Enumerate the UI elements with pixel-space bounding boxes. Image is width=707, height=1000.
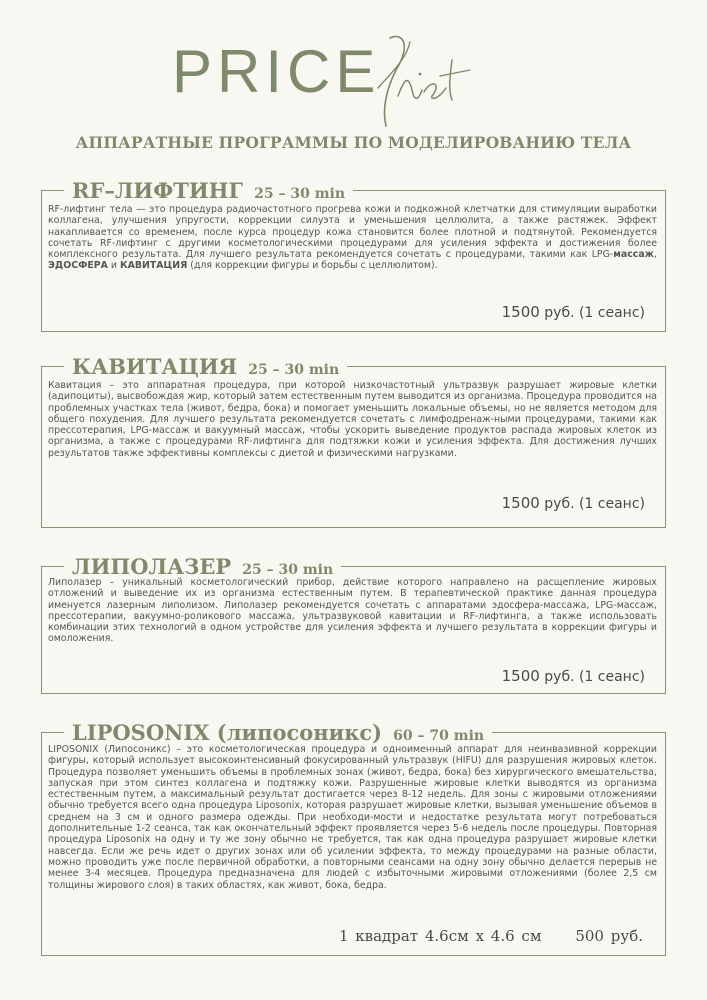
- price-amount: 500: [575, 927, 604, 945]
- service-description: LIPOSONIX (Липосоникс) – это косметологическая процедура и одноименный аппарат для неинвазивной коррекции фигуры, который использует высокоинтенсивный фокусированный ультразвук (HIFU) для разрушения жировых клеток. Процедура позволяет уменьшить объемы в проблемных зонах (живот, бедра, бока) без хирургического вмешательства, запуская при этом синтез коллагена и подтяжку кожи. Разрушенные жировые клетки выводятся из организма естественным путем, а максимальный результат достигается через 8-12 недель. Для зоны с жировыми отложениями обычно требуется всего одна процедура Liposonix, которая разрушает жировые клетки, вызывая уменьшение объемов в среднем на 3 см и одного размера одежды. При необходи-мости и недостатке результата могут потребоваться дополнительные 1-2 сеанса, так как окончательный эффект проявляется через 5-6 недель после процедуры. Повторная процедура Liposonix на одну и ту же зону обычно не требуется, так как одна процедура разрушает жировые клетки навсегда. Если же речь идет о других зонах или об усилении эффекта, то между процедурами на разные области, можно проводить уже после первичной обработки, а повторными сеансами на одну зону обычно делается перерыв не менее 3-4 месяцев. Процедура предназначена для людей с избыточными жировыми отложениями (более 2,5 см толщины жирового слоя) в таких областях, как живот, бока, бедра.: [48, 744, 657, 891]
- service-price: [502, 667, 645, 685]
- logo-list-script: [372, 30, 482, 130]
- price-unit: руб. (1 сеанс): [544, 496, 645, 512]
- service-price: [502, 303, 645, 321]
- price-unit: руб. (1 сеанс): [544, 305, 645, 321]
- service-card-cavitation: [41, 354, 666, 528]
- price-amount: 1500: [501, 494, 540, 512]
- service-price: [502, 494, 645, 512]
- price-amount: 1500: [501, 303, 540, 321]
- service-card-lipolaser: [41, 554, 666, 694]
- header: [0, 0, 707, 152]
- service-name: КАВИТАЦИЯ: [72, 354, 238, 379]
- service-name: LIPOSONIX (липосоникс): [72, 720, 383, 745]
- description-bold: ЭДОСФЕРА: [48, 260, 108, 272]
- service-name: RF–ЛИФТИНГ: [72, 178, 244, 203]
- description-text: ,: [654, 249, 657, 261]
- service-card-liposonix: [41, 720, 666, 956]
- service-description: [48, 204, 657, 272]
- service-description: Липолазер – уникальный косметологический прибор, действие которого направлено на расщепление жировых отложений и выведение их из организма естественным путем. В терапевтической практике данная процедура именуется лазерным липолизом. Липолазер рекомендуется сочетать с аппаратами эдосфера-массажа, LPG-массаж, прессотерапии, вакуумно-роликового массажа, ультразвуковой кавитации и RF-лифтинга, а также использовать комбинации этих технологий в одном устройстве для усиления эффекта и лучшего результата в коррекции фигуры и омоложения.: [48, 577, 657, 645]
- service-price: [339, 927, 643, 945]
- service-card-rf-lifting: [41, 178, 666, 332]
- service-duration: 25 – 30 min: [248, 362, 340, 378]
- logo-price-text: PRICE: [172, 38, 381, 105]
- description-text: RF-лифтинг тела — это процедура радиочастотного прогрева кожи и подкожной клетчатки для стимуляции выработки коллагена, улучшения упругости, коррекции силуэта и уменьшения целлюлита, а также растяжек. Эффект накапливается со временем, после курса процедур кожа становится более плотной и подтянутой. Рекомендуется сочетать RF-лифтинг с другими косметологическими процедурами для усиления эффекта и достижения более комплексного результата. Для лучшего результата рекомендуется сочетать с процедурами, такими как LPG-: [48, 204, 657, 261]
- price-unit: руб.: [610, 927, 643, 945]
- service-description: Кавитация – это аппаратная процедура, при которой низкочастотный ультразвук разрушает жировые клетки (адипоциты), высвобождая жир, который затем естественным путем выводится из организма. Процедура проводится на проблемных участках тела (живот, бедра, бока) и помогает уменьшить локальные объемы, но не является методом для общего похудения. Для лучшего результата рекомендуется сочетать с лимфодренаж-ными процедурами, такими как прессотерапия, LPG-массаж и вакуумный массаж, чтобы ускорить выведение продуктов распада жировых клеток из организма, а также с процедурами RF-лифтинга для подтяжки кожи и усиления эффекта. Для достижения лучших результатов также эффективны комплексы с диетой и физическими нагрузками.: [48, 380, 657, 459]
- description-text: (для коррекции фигуры и борьбы с целлюлитом).: [187, 260, 438, 272]
- service-duration: 25 – 30 min: [254, 186, 346, 202]
- description-bold: массаж: [613, 249, 655, 261]
- service-duration: 60 – 70 min: [393, 728, 485, 744]
- price-amount: 1500: [501, 667, 540, 685]
- page-subtitle: АППАРАТНЫЕ ПРОГРАММЫ ПО МОДЕЛИРОВАНИЮ ТЕЛА: [75, 133, 632, 152]
- service-name: ЛИПОЛАЗЕР: [72, 554, 232, 579]
- description-bold: КАВИТАЦИЯ: [119, 260, 188, 272]
- price-label: 1 квадрат 4.6см х 4.6 см: [338, 927, 542, 945]
- description-text: и: [107, 260, 120, 272]
- service-duration: 25 – 30 min: [242, 562, 334, 578]
- price-unit: руб. (1 сеанс): [544, 669, 645, 685]
